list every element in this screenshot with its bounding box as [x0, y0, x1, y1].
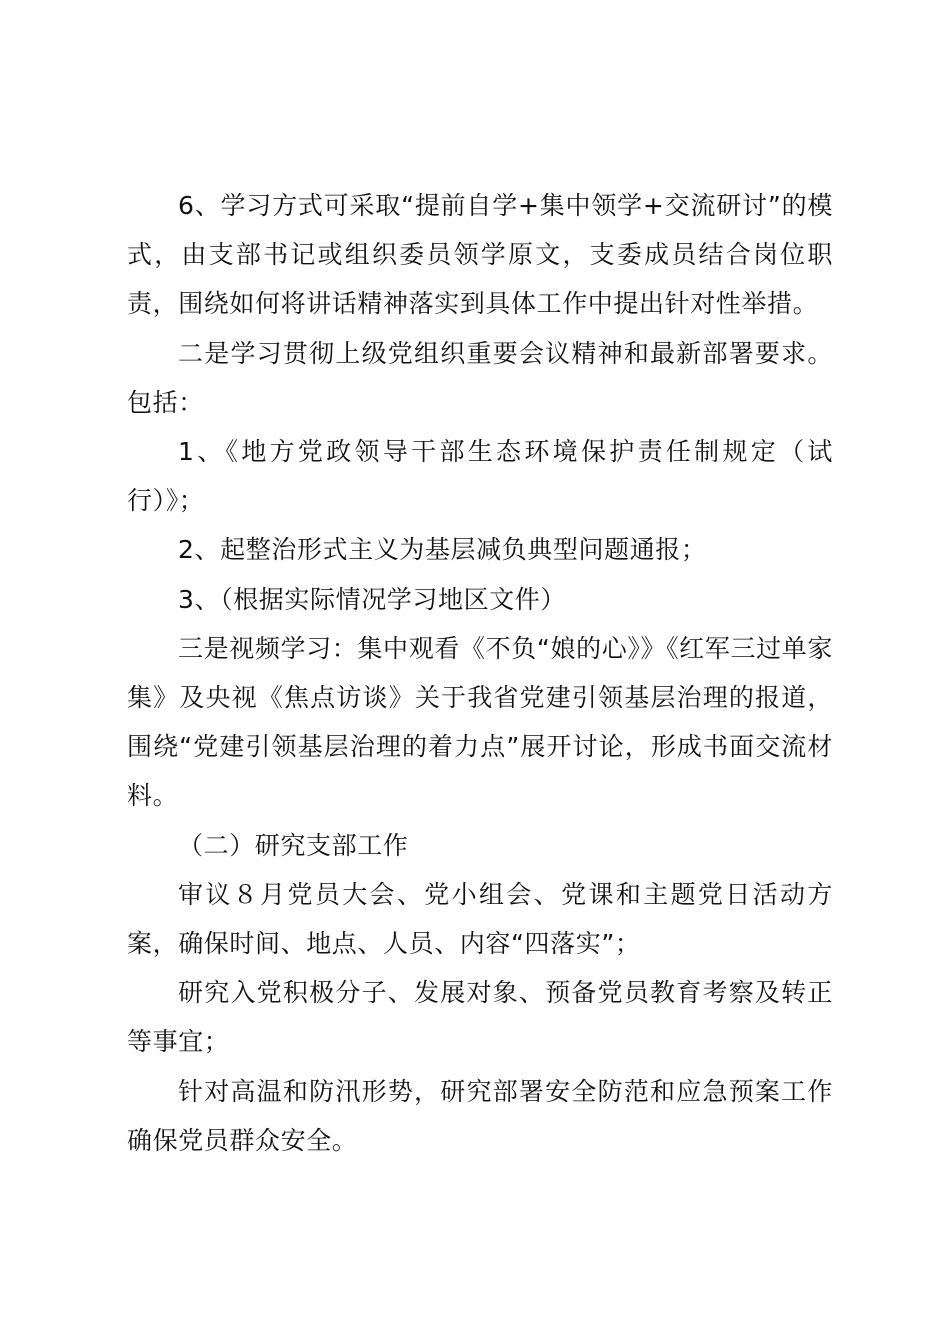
list-item-regulation: 1、《地方党政领导干部生态环境保护责任制规定（试行）》； [127, 437, 833, 516]
paragraph-video-study: 三是视频学习：集中观看《不负“娘的心》》《红军三过单家集》及央视《焦点访谈》关于我省党建引领基层治理的报道，围绕“党建引领基层治理的着力点”展开讨论，形成书面交流材料。 [127, 633, 833, 811]
paragraph-member-development: 研究入党积极分子、发展对象、预备党员教育考察及转正等事宜； [127, 978, 833, 1057]
paragraph-second-item: 二是学习贯彻上级党组织重要会议精神和最新部署要求。包括： [127, 338, 833, 417]
paragraph-safety: 针对高温和防汛形势，研究部署安全防范和应急预案工作确保党员群众安全。 [127, 1076, 833, 1155]
list-item-local-files: 3、（根据实际情况学习地区文件） [178, 584, 567, 614]
list-item-notice: 2、起整治形式主义为基层减负典型问题通报； [178, 535, 707, 565]
paragraph-study-method: 6、学习方式可采取“提前自学+集中领学+交流研讨”的模式，由支部书记或组织委员领学原文，支委成员结合岗位职责，围绕如何将讲话精神落实到具体工作中提出针对性举措。 [127, 191, 833, 319]
section-heading: （二）研究支部工作 [178, 830, 409, 860]
paragraph-review-plans: 审议８月党员大会、党小组会、党课和主题党日活动方案，确保时间、地点、人员、内容“四落实”； [127, 879, 833, 959]
document-body [127, 181, 833, 1165]
